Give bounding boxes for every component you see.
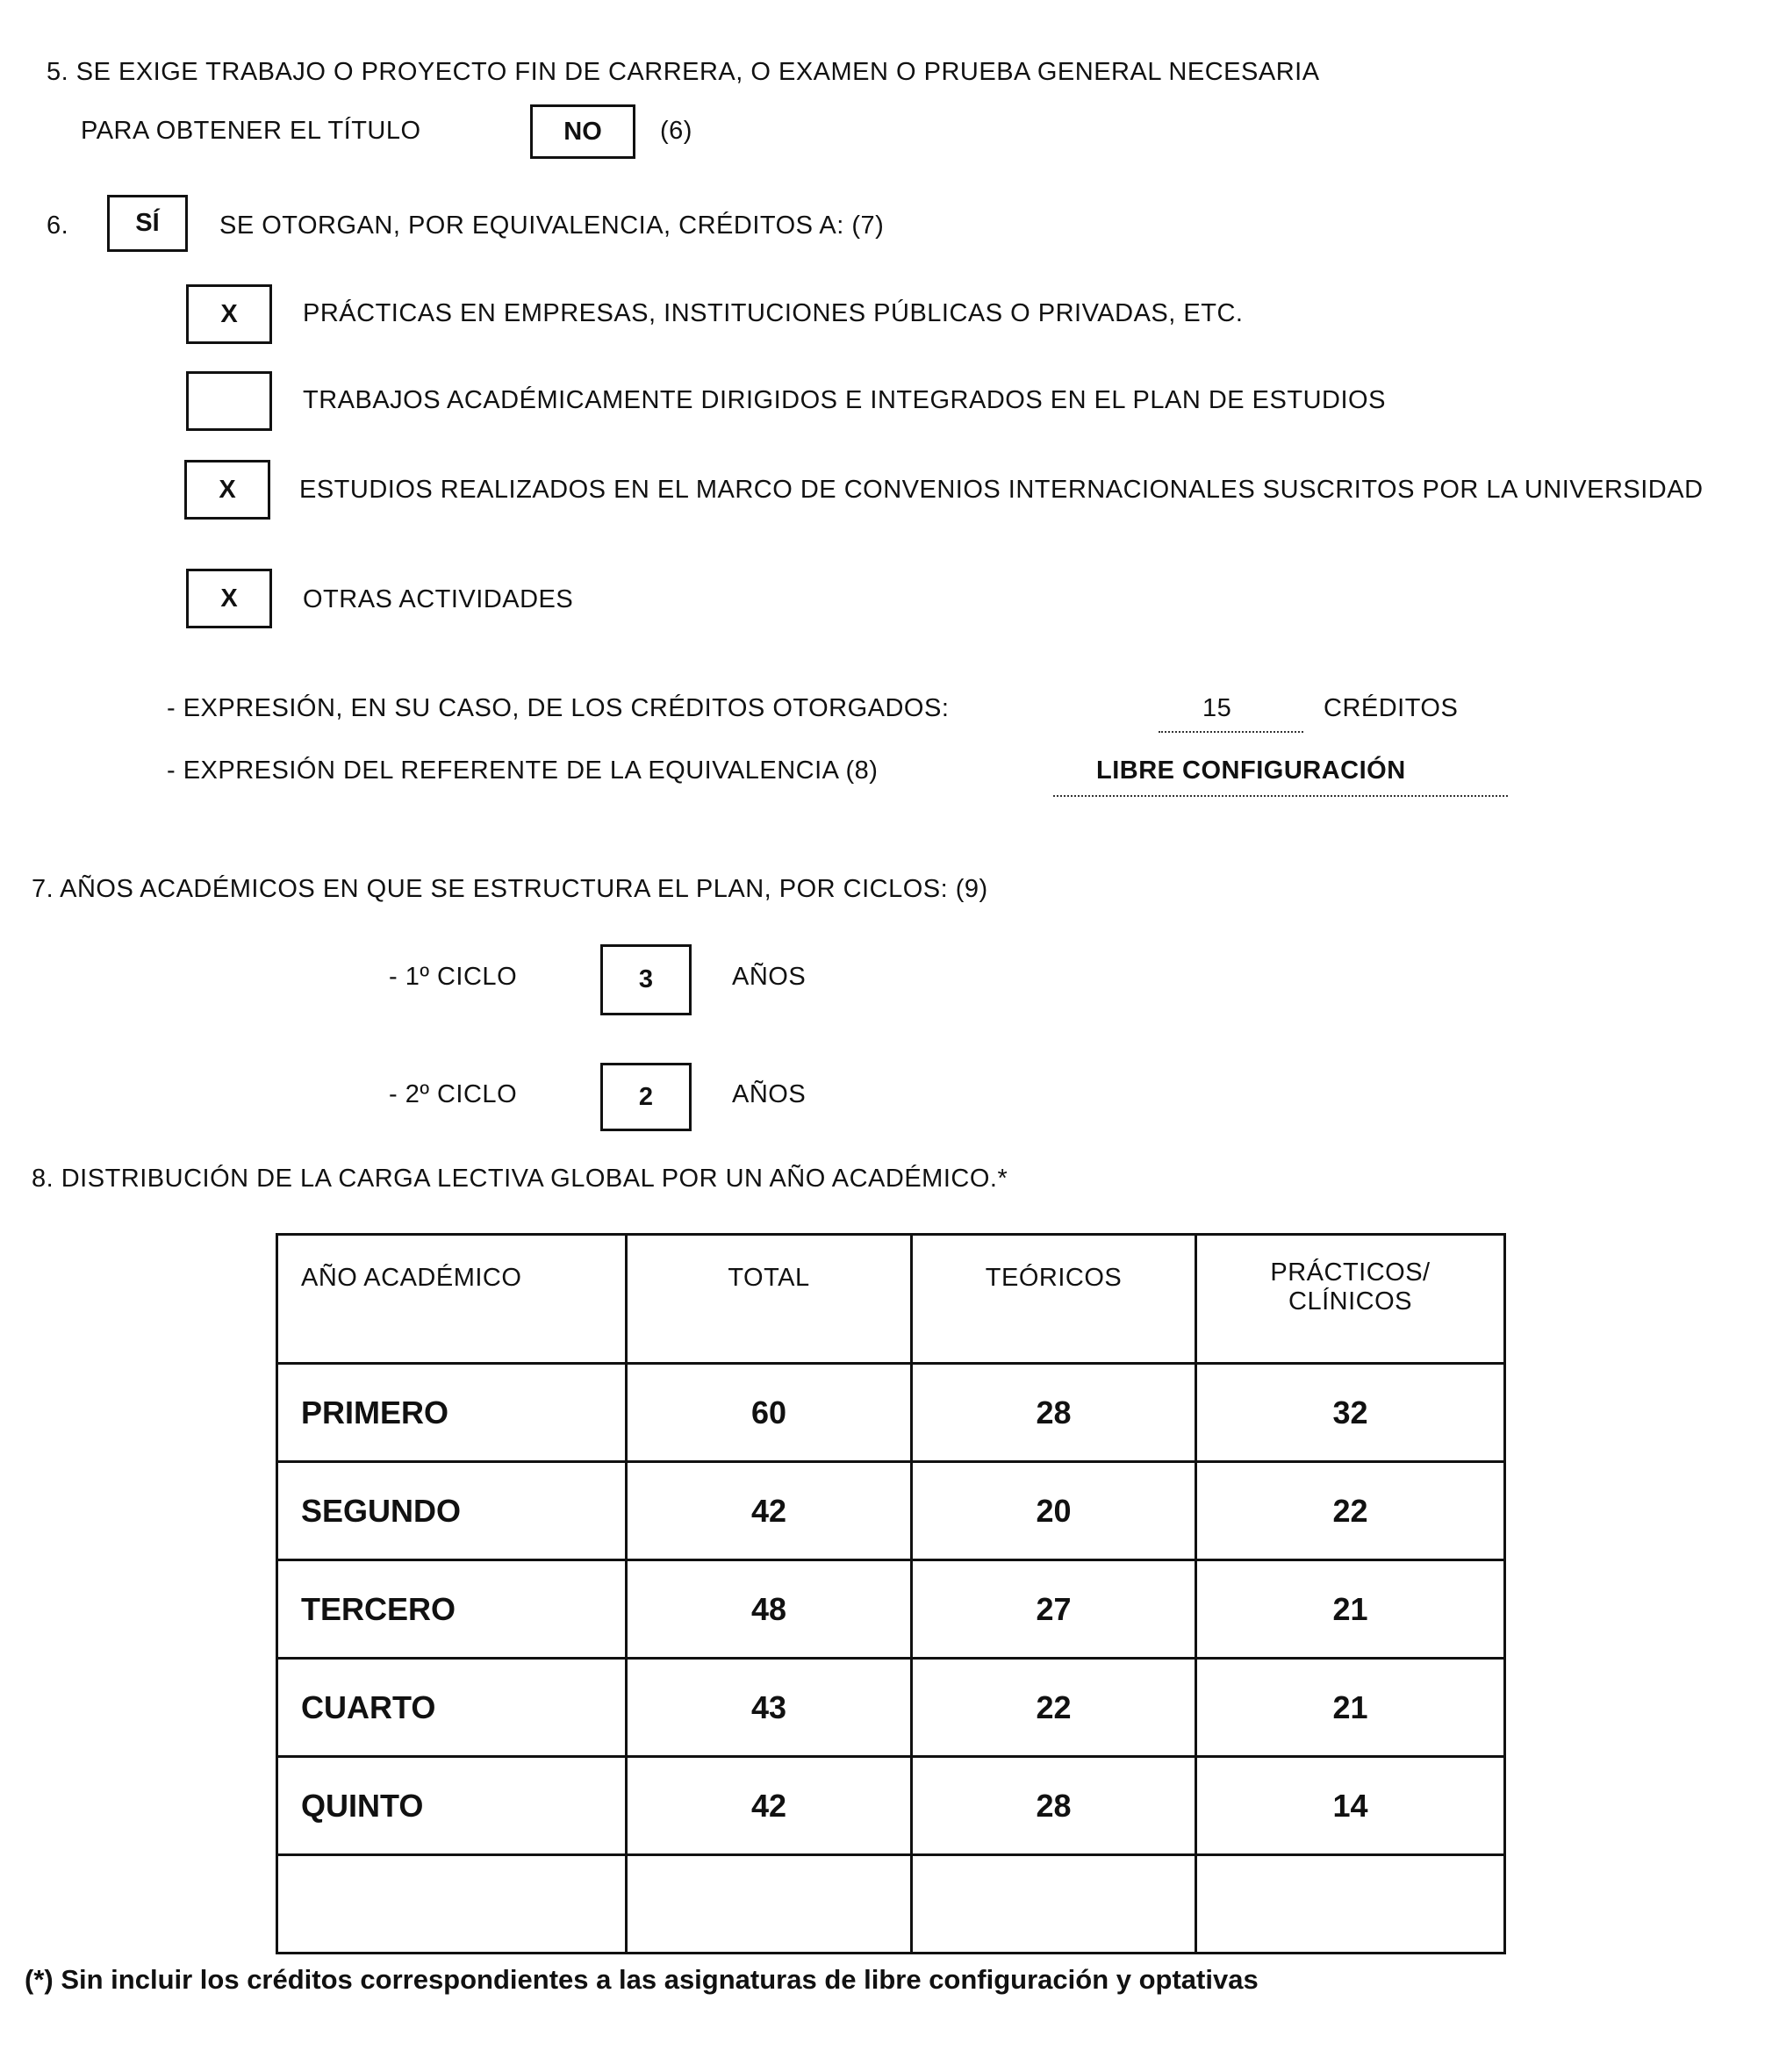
- year-cell: CUARTO: [277, 1659, 627, 1757]
- year-cell: QUINTO: [277, 1757, 627, 1855]
- table-row: [277, 1757, 1505, 1855]
- section7-heading: 7. AÑOS ACADÉMICOS EN QUE SE ESTRUCTURA EL PLAN, POR CICLOS: (9): [32, 875, 988, 903]
- table-row: [277, 1659, 1505, 1757]
- practice-cell: 32: [1196, 1364, 1505, 1462]
- table-row: [277, 1462, 1505, 1560]
- column-header: TOTAL: [627, 1235, 912, 1364]
- option-checkbox[interactable]: [186, 371, 272, 431]
- table-header-row: [277, 1235, 1505, 1364]
- option-label: ESTUDIOS REALIZADOS EN EL MARCO DE CONVENIOS INTERNACIONALES SUSCRITOS POR LA UNIVERSIDAD: [299, 476, 1704, 504]
- total-cell: 48: [627, 1560, 912, 1659]
- column-header: PRÁCTICOS/ CLÍNICOS: [1196, 1235, 1505, 1364]
- theory-cell: 20: [912, 1462, 1196, 1560]
- total-cell: [627, 1855, 912, 1954]
- total-cell: 42: [627, 1462, 912, 1560]
- year-cell: SEGUNDO: [277, 1462, 627, 1560]
- theory-cell: 28: [912, 1364, 1196, 1462]
- cycle-label: - 2º CICLO: [389, 1080, 518, 1108]
- year-cell: TERCERO: [277, 1560, 627, 1659]
- practice-cell: 14: [1196, 1757, 1505, 1855]
- section6-answer-box: SÍ: [107, 195, 188, 252]
- section6-number: 6.: [47, 212, 69, 240]
- theory-cell: [912, 1855, 1196, 1954]
- credits-unit: CRÉDITOS: [1324, 694, 1459, 722]
- referent-underline: [1053, 795, 1508, 797]
- option-checkbox[interactable]: X: [186, 569, 272, 628]
- section6-heading: SE OTORGAN, POR EQUIVALENCIA, CRÉDITOS A: (7): [219, 212, 885, 240]
- option-label: OTRAS ACTIVIDADES: [303, 585, 574, 613]
- referent-value: LIBRE CONFIGURACIÓN: [1096, 756, 1406, 785]
- practice-cell: 22: [1196, 1462, 1505, 1560]
- year-cell: PRIMERO: [277, 1364, 627, 1462]
- cycle-label: - 1º CICLO: [389, 963, 518, 991]
- total-cell: 42: [627, 1757, 912, 1855]
- section5-note: (6): [660, 117, 692, 145]
- option-checkbox[interactable]: X: [186, 284, 272, 344]
- workload-table: [276, 1233, 1506, 1954]
- table-row: [277, 1855, 1505, 1954]
- option-label: PRÁCTICAS EN EMPRESAS, INSTITUCIONES PÚBLICAS O PRIVADAS, ETC.: [303, 299, 1244, 327]
- column-header: TEÓRICOS: [912, 1235, 1196, 1364]
- footnote: (*) Sin incluir los créditos correspondientes a las asignaturas de libre configuración y optativas: [25, 1964, 1259, 1995]
- section8-heading: 8. DISTRIBUCIÓN DE LA CARGA LECTIVA GLOBAL POR UN AÑO ACADÉMICO.*: [32, 1165, 1008, 1193]
- cycle-unit: AÑOS: [732, 1080, 807, 1108]
- practice-cell: 21: [1196, 1560, 1505, 1659]
- theory-cell: 22: [912, 1659, 1196, 1757]
- year-cell: [277, 1855, 627, 1954]
- section5-line2: PARA OBTENER EL TÍTULO: [81, 117, 421, 145]
- practice-cell: 21: [1196, 1659, 1505, 1757]
- option-label: TRABAJOS ACADÉMICAMENTE DIRIGIDOS E INTEGRADOS EN EL PLAN DE ESTUDIOS: [303, 386, 1386, 414]
- cycle-years-box: 2: [600, 1063, 692, 1131]
- column-header: AÑO ACADÉMICO: [277, 1235, 627, 1364]
- cycle-unit: AÑOS: [732, 963, 807, 991]
- theory-cell: 28: [912, 1757, 1196, 1855]
- table-row: [277, 1364, 1505, 1462]
- theory-cell: 27: [912, 1560, 1196, 1659]
- cycle-years-box: 3: [600, 944, 692, 1015]
- credits-value: 15: [1202, 694, 1232, 722]
- total-cell: 43: [627, 1659, 912, 1757]
- practice-cell: [1196, 1855, 1505, 1954]
- credits-label: - EXPRESIÓN, EN SU CASO, DE LOS CRÉDITOS OTORGADOS:: [167, 694, 950, 722]
- table-row: [277, 1560, 1505, 1659]
- total-cell: 60: [627, 1364, 912, 1462]
- section5-answer-box: NO: [530, 104, 635, 159]
- referent-label: - EXPRESIÓN DEL REFERENTE DE LA EQUIVALENCIA (8): [167, 756, 879, 785]
- option-checkbox[interactable]: X: [184, 460, 270, 520]
- credits-underline: [1159, 731, 1303, 733]
- section5-line1: 5. SE EXIGE TRABAJO O PROYECTO FIN DE CARRERA, O EXAMEN O PRUEBA GENERAL NECESARIA: [47, 58, 1320, 86]
